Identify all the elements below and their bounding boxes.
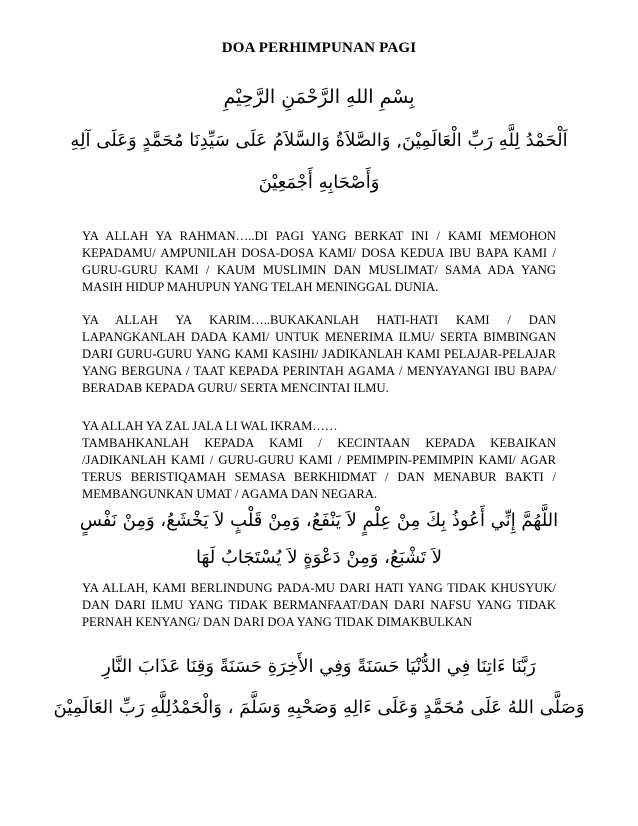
paragraph-heading-line: YA ALLAH YA ZAL JALA LI WAL IKRAM…… [82, 419, 338, 433]
arabic-dua-line-2: لاَ تَشْبَعُ، وَمِنْ دَعْوَةٍ لاَ يُسْتَجَابُ لَهَا [195, 547, 443, 568]
arabic-dua-line-1: اللَّهُمَّ إِنِّي أَعُوذُ بِكَ مِنْ عِلْمٍ لاَ يَنْفَعُ، وَمِنْ قَلْبٍ لاَ يَخْشَعُ، وَمِنْ نَفْسٍ [79, 510, 559, 531]
paragraph-rahman [82, 228, 556, 296]
paragraph-text: YA ALLAH, KAMI BERLINDUNG PADA-MU DARI HATI YANG TIDAK KHUSYUK/ DAN DARI ILMU YANG TIDAK BERMANFAAT/DAN DARI NAFSU YANG TIDAK PERNAH KENYANG/ DAN DARI DOA YANG TIDAK DIMAKBULKAN [82, 581, 556, 629]
paragraph-text: YA ALLAH YA KARIM…..BUKAKANLAH HATI-HATI KAMI / DAN LAPANGKANLAH DADA KAMI/ UNTUK MENERIMA ILMU/ SERTA BIMBINGAN DARI GURU-GURU YANG KAMI KASIHI/ JADIKANLAH KAMI PELAJAR-PELAJAR YANG BERGUNA / TAAT KEPADA PERINTAH AGAMA / MENYAYANGI IBU BAPA/ BERADAB KEPADA GURU/ SERTA MENCINTAI ILMU. [82, 313, 556, 395]
paragraph-zal-jala [82, 418, 556, 503]
arabic-closing-line-1: رَبَّنَا ءَاتِنَا فِي الدُّنْيَا حَسَنَةً وَفِي الأَخِرَةِ حَسَنَةً وَقِنَا عَذَابَ النَّارِ [102, 656, 536, 677]
arabic-closing-line-2: وَصَلَّى اللهُ عَلَى مُحَمَّدٍ وَعَلَى ءَالِهِ وَصَحْبِهِ وَسَلَّمَ ، وَالْحَمْدُلِلَّهِ رَبِّ العَالَمِيْنَ [53, 697, 585, 718]
arabic-basmalah: بِسْمِ اللهِ الرَّحْمَنِ الرَّحِيْمِ [223, 86, 415, 108]
paragraph-karim [82, 312, 556, 397]
paragraph-berlindung [82, 580, 556, 631]
paragraph-text: YA ALLAH YA RAHMAN…..DI PAGI YANG BERKAT INI / KAMI MEMOHON KEPADAMU/ AMPUNILAH DOSA-DOSA KAMI/ DOSA KEDUA IBU BAPA KAMI / GURU-GURU KAMI / KAUM MUSLIMIN DAN MUSLIMAT/ SAMA ADA YANG MASIH HIDUP MAHUPUN YANG TELAH MENINGGAL DUNIA. [82, 229, 556, 294]
arabic-hamdalah-line-1: اَلْحَمْدُ لِلَّهِ رَبِّ الْعَالَمِيْنَ, وَالصَّلاَةُ وَالسَّلاَمُ عَلَى سَيِّدِنَا مُحَمَّدٍ وَعَلَى آلِهِ [70, 130, 568, 151]
arabic-hamdalah-line-2: وَأَصْحَابِهِ أَجْمَعِيْنَ [258, 172, 380, 193]
page-title: DOA PERHIMPUNAN PAGI [221, 40, 417, 56]
paragraph-text: TAMBAHKANLAH KEPADA KAMI / KECINTAAN KEPADA KEBAIKAN /JADIKANLAH KAMI / GURU-GURU KAMI / PEMIMPIN-PEMIMPIN KAMI/ AGAR TERUS BERISTIQAMAH SEMASA BERKHIDMAT / DAN MENABUR BAKTI / MEMBANGUNKAN UMAT / AGAMA DAN NEGARA. [82, 436, 556, 501]
